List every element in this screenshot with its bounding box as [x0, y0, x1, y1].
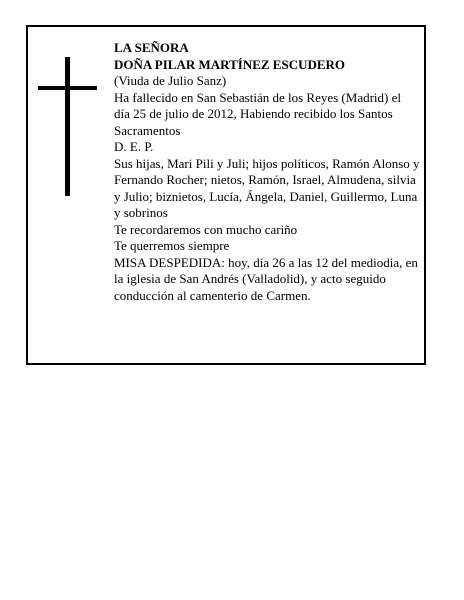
cross-horizontal-bar [38, 86, 97, 90]
notice-heading: LA SEÑORA [114, 40, 189, 55]
family-list: Sus hijas, Mari Pili y Juli; hijos políticos, Ramón Alonso y Fernando Rocher; nietos, Ramón, Israel, Almudena, silvia y Julio; biznietos, Lucía, Ángela, Daniel, Guillermo, Luna y sobrinos [114, 155, 420, 220]
rip-line: D. E. P. [114, 139, 154, 154]
mass-details: MISA DESPEDIDA: hoy, día 26 a las 12 del mediodia, en la iglesia de San Andrés (Valladolid), y acto seguido conducción al camenterio de Carmen. [114, 254, 418, 303]
deceased-name: DOÑA PILAR MARTÍNEZ ESCUDERO [114, 56, 346, 72]
obituary-notice [26, 25, 426, 365]
remember-line: Te recordaremos con mucho cariño [114, 221, 298, 237]
love-line: Te querremos siempre [114, 238, 230, 253]
notice-text [114, 40, 420, 304]
cross-vertical-bar [65, 57, 70, 196]
widow-of: (Viuda de Julio Sanz) [114, 73, 227, 88]
death-details: Ha fallecido en San Sebastián de los Reyes (Madrid) el día 25 de julio de 2012, Habiendo recibido los Santos Sacramentos [114, 89, 401, 138]
